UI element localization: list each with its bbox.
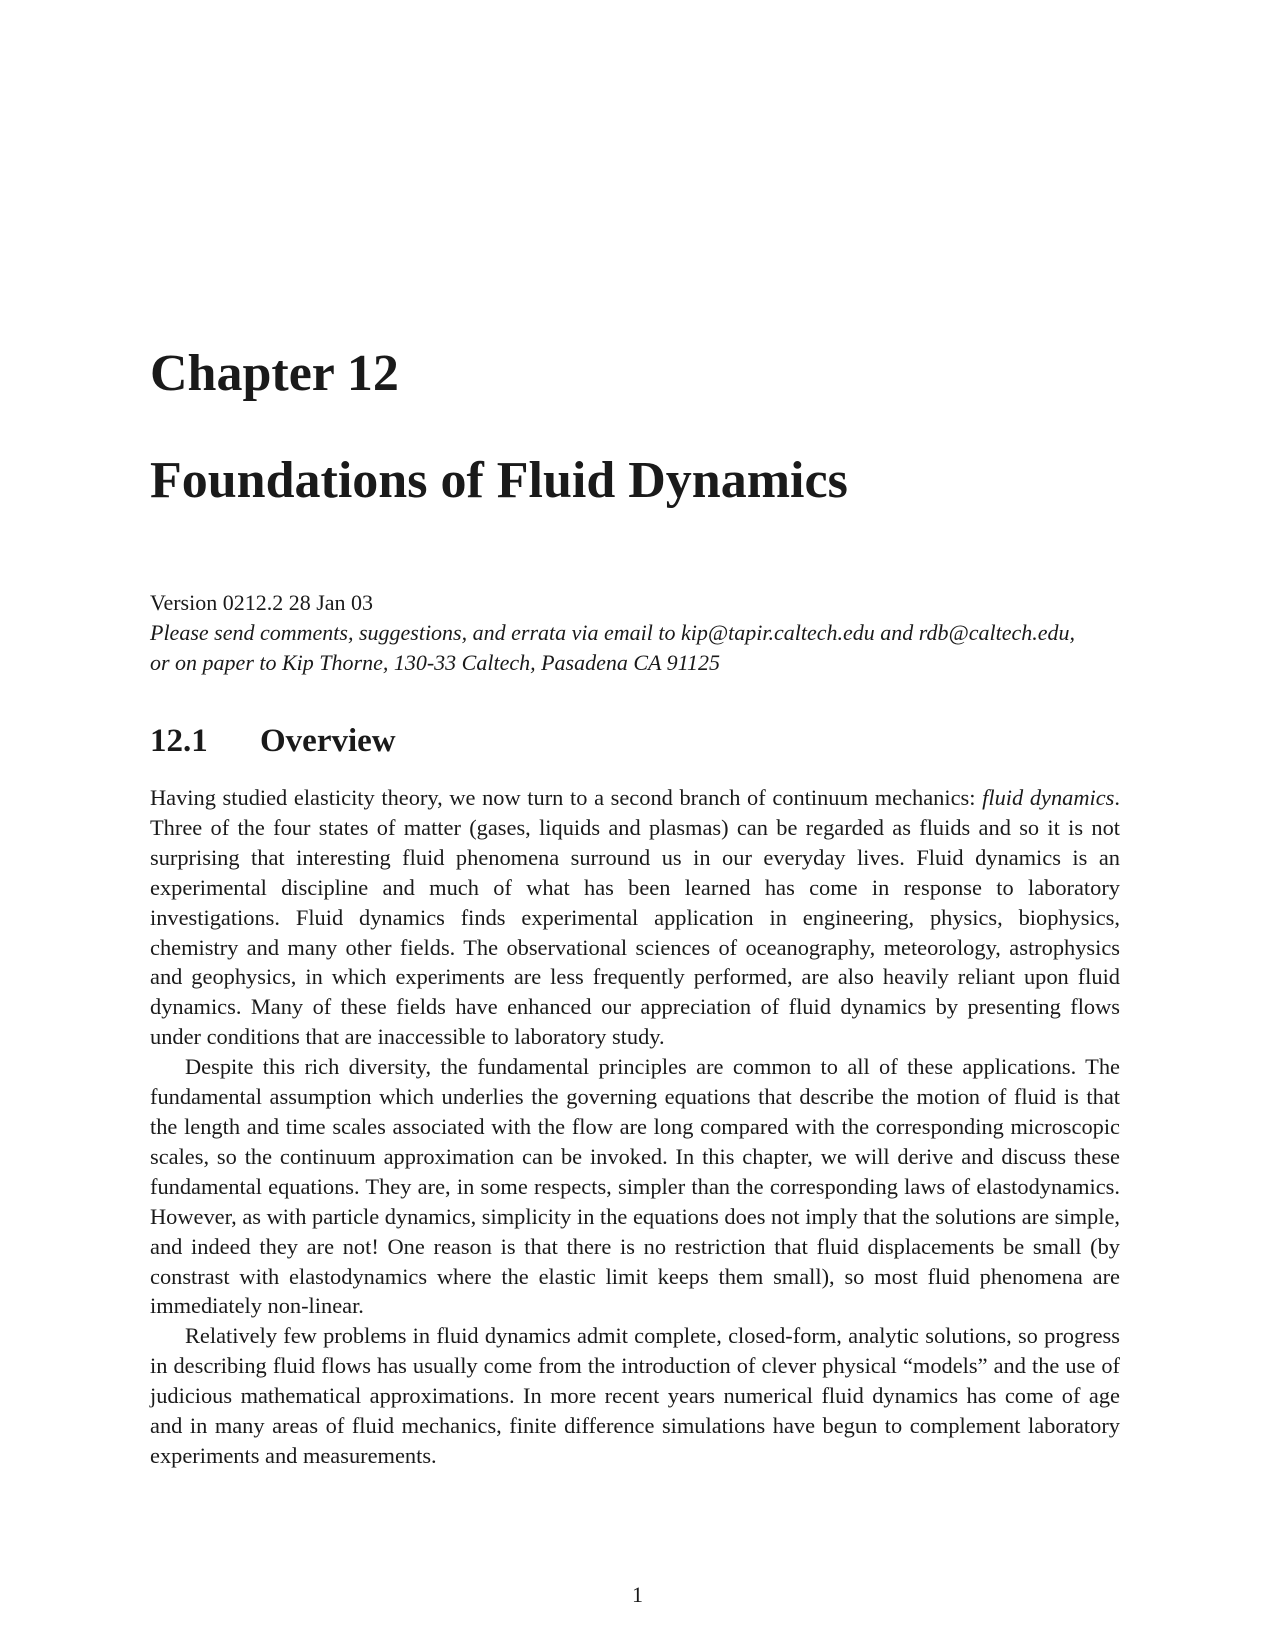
chapter-label: Chapter 12 [150,345,399,402]
paragraph-1 [150,783,1120,1052]
section-title: Overview [260,723,396,759]
comments-line-2: or on paper to Kip Thorne, 130-33 Caltech, Pasadena CA 91125 [150,650,720,675]
body-text [150,783,1120,1471]
paragraph-1-emphasis: fluid dynamics [982,785,1115,810]
paragraph-1-rest: . Three of the four states of matter (gases, liquids and plasmas) can be regarded as fluids and so it is not surprising that interesting fluid phenomena surround us in our everyday lives. Fluid dynamics is an experimental discipline and much of what has been learned has come in response to laboratory investigations. Fluid dynamics finds experimental application in engineering, physics, biophysics, chemistry and many other fields. The observational sciences of oceanography, meteorology, astrophysics and geophysics, in which experiments are less frequently performed, are also heavily reliant upon fluid dynamics. Many of these fields have enhanced our appreciation of fluid dynamics by presenting flows under conditions that are inaccessible to laboratory study. [150,785,1120,1050]
chapter-title: Foundations of Fluid Dynamics [150,452,848,509]
version-line: Version 0212.2 28 Jan 03 [150,590,374,615]
paragraph-1-start: Having studied elasticity theory, we now turn to a second branch of continuum mechanics: [150,785,983,810]
section-heading [150,725,396,758]
page-number: 1 [632,1582,643,1607]
section-number: 12.1 [150,723,208,759]
paragraph-3: Relatively few problems in fluid dynamics admit complete, closed-form, analytic solutions, so progress in describing fluid flows has usually come from the introduction of clever physical “models” and the use of judicious mathematical approximations. In more recent years numerical fluid dynamics has come of age and in many areas of fluid mechanics, finite difference simulations have begun to complement laboratory experiments and measurements. [150,1323,1120,1468]
version-block [150,588,1230,678]
comments-line-1: Please send comments, suggestions, and errata via email to kip@tapir.caltech.edu and rdb@caltech.edu, [150,620,1075,645]
paragraph-2: Despite this rich diversity, the fundamental principles are common to all of these applications. The fundamental assumption which underlies the governing equations that describe the motion of fluid is that the length and time scales associated with the flow are long compared with the corresponding microscopic scales, so the continuum approximation can be invoked. In this chapter, we will derive and discuss these fundamental equations. They are, in some respects, simpler than the corresponding laws of elastodynamics. However, as with particle dynamics, simplicity in the equations does not imply that the solutions are simple, and indeed they are not! One reason is that there is no restriction that fluid displacements be small (by constrast with elastodynamics where the elastic limit keeps them small), so most fluid phenomena are immediately non-linear. [150,1054,1120,1319]
